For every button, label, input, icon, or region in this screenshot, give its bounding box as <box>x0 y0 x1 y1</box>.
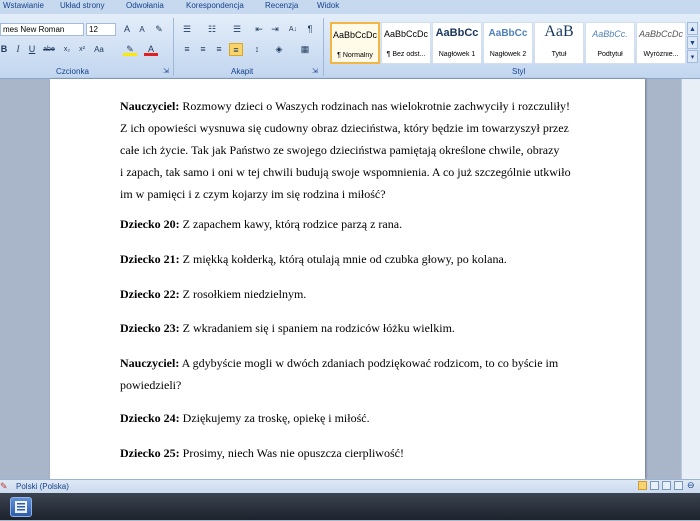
numbering-icon[interactable]: ☷ <box>207 24 217 34</box>
language-indicator[interactable]: Polski (Polska) <box>16 482 69 491</box>
view-print-layout-icon[interactable] <box>638 481 647 490</box>
tab-widok[interactable]: Widok <box>317 1 340 10</box>
shrink-font-button[interactable]: A <box>139 25 145 34</box>
align-center-icon[interactable]: ≡ <box>200 44 206 54</box>
font-color-icon[interactable]: A <box>144 43 158 56</box>
speaker-label: Dziecko 25: <box>120 446 180 460</box>
bullets-icon[interactable]: ☰ <box>182 24 192 34</box>
style-sample: AaB <box>544 23 574 40</box>
style-heading-1[interactable] <box>432 22 482 64</box>
style-subtitle[interactable] <box>585 22 635 64</box>
word-app-icon[interactable] <box>10 497 32 517</box>
ribbon-divider <box>173 18 174 76</box>
paragraph-text: Z ich opowieści wysnuwa się cudowny obraz dzieciństwa, który będzie im towarzyszył przez <box>120 121 569 135</box>
paragraph-text: im w pamięci i z czym kojarzy im się rodzina i miłość? <box>120 187 386 201</box>
style-name: Tytuł <box>551 51 567 58</box>
spelling-check-icon[interactable]: ✎ <box>0 481 8 491</box>
superscript-button[interactable]: x² <box>79 46 85 53</box>
style-sample: AaBbCc <box>488 28 528 39</box>
show-formatting-icon[interactable]: ¶ <box>307 24 313 34</box>
sort-icon[interactable]: A↓ <box>288 26 298 33</box>
decrease-indent-icon[interactable]: ⇤ <box>255 24 263 34</box>
view-outline-icon[interactable] <box>674 481 683 490</box>
style-sample: AaBbCcDc <box>638 29 683 39</box>
font-size-box[interactable]: 12 <box>86 23 116 36</box>
style-sample: AaBbCcDc <box>383 29 428 39</box>
paragraph-line <box>120 248 580 270</box>
align-right-icon[interactable]: ≡ <box>216 44 222 54</box>
font-name-box[interactable]: mes New Roman <box>0 23 84 36</box>
style-name: ¶ Bez odst... <box>386 51 426 58</box>
multilevel-list-icon[interactable]: ☰ <box>232 24 242 34</box>
paragraph-line <box>120 117 580 139</box>
tab-odwolania[interactable]: Odwołania <box>126 1 164 10</box>
paragraph-line <box>120 352 580 374</box>
paragraph-line <box>120 442 580 464</box>
change-case-button[interactable]: Aa <box>94 45 104 54</box>
gallery-up-icon[interactable]: ▲ <box>687 22 698 35</box>
paragraph-dialog-launcher-icon[interactable]: ⇲ <box>312 68 318 75</box>
paragraph-text: Rozmowy dzieci o Waszych rodzinach nas wielokrotnie zachwyciły i rozczuliły! <box>179 99 570 113</box>
speaker-label: Dziecko 24: <box>120 411 180 425</box>
style-sample: AaBbCcDc <box>332 30 377 40</box>
ribbon-tab-bar <box>0 0 700 14</box>
paragraph-text: Dziękujemy za troskę, opiekę i miłość. <box>179 411 370 425</box>
group-label-styles: Styl <box>512 67 526 76</box>
paragraph-text: Z zapachem kawy, którą rodzice parzą z rana. <box>179 217 403 231</box>
style-sample: AaBbCc <box>435 27 479 39</box>
style-title[interactable] <box>534 22 584 64</box>
style-heading-2[interactable] <box>483 22 533 64</box>
paragraph-line <box>120 317 580 339</box>
paragraph-text: całe ich życie. Tak jak Państwo ze swojego dzieciństwa pamiętają określone chwile, obrazy <box>120 143 560 157</box>
strikethrough-button[interactable]: abe <box>43 46 55 53</box>
document-page[interactable] <box>50 79 645 479</box>
paragraph-text: i zapach, tak samo i oni w tej chwili budują swoje wspomnienia. A co już szczególnie utkwiło <box>120 165 571 179</box>
ribbon-divider <box>323 18 324 76</box>
style-name: ¶ Normalny <box>337 52 373 59</box>
taskbar <box>0 493 700 520</box>
paragraph-line <box>120 95 580 117</box>
paragraph-text: Z wkradaniem się i spaniem na rodziców łóżku wielkim. <box>179 321 455 335</box>
gallery-down-icon[interactable]: ▼ <box>687 36 698 49</box>
paragraph-line <box>120 139 580 161</box>
speaker-label: Nauczyciel: <box>120 99 180 113</box>
status-bar <box>0 479 700 494</box>
paragraph-text: powiedzieli? <box>120 378 182 392</box>
tab-wstawianie[interactable]: Wstawianie <box>3 1 44 10</box>
line-spacing-icon[interactable]: ↕ <box>254 44 260 54</box>
align-left-icon[interactable]: ≡ <box>184 44 190 54</box>
justify-icon[interactable]: ≡ <box>229 43 243 56</box>
font-dialog-launcher-icon[interactable]: ⇲ <box>163 68 169 75</box>
tab-uklad-strony[interactable]: Układ strony <box>60 1 105 10</box>
paragraph-text: Z rosołkiem niedzielnym. <box>179 287 307 301</box>
speaker-label: Dziecko 23: <box>120 321 180 335</box>
view-web-layout-icon[interactable] <box>662 481 671 490</box>
gallery-more-icon[interactable]: ▾ <box>687 50 698 63</box>
style-name: Wyróżnie... <box>643 51 679 58</box>
style-name: Nagłówek 1 <box>438 51 476 58</box>
tab-recenzja[interactable]: Recenzja <box>265 1 299 10</box>
paragraph-line <box>120 283 580 305</box>
vertical-scrollbar[interactable] <box>681 79 700 479</box>
paragraph-line <box>120 407 580 429</box>
increase-indent-icon[interactable]: ⇥ <box>271 24 279 34</box>
borders-icon[interactable]: ▦ <box>300 44 310 54</box>
style-no-spacing[interactable] <box>381 22 431 64</box>
paragraph-text: A gdybyście mogli w dwóch zdaniach podziękować rodzicom, to co byście im <box>179 356 559 370</box>
grow-font-button[interactable]: A <box>123 24 130 34</box>
style-emphasis[interactable] <box>636 22 686 64</box>
paragraph-line <box>120 213 580 235</box>
group-label-paragraph: Akapit <box>231 67 254 76</box>
tab-korespondencja[interactable]: Korespondencja <box>186 1 244 10</box>
speaker-label: Dziecko 22: <box>120 287 180 301</box>
paragraph-text: Prosimy, niech Was nie opuszcza cierpliwość! <box>179 446 404 460</box>
style-name: Podtytuł <box>597 51 623 58</box>
style-name: Nagłówek 2 <box>489 51 527 58</box>
underline-button[interactable]: U <box>28 44 36 54</box>
italic-button[interactable]: I <box>16 44 20 54</box>
paragraph-line <box>120 374 580 396</box>
group-label-font: Czcionka <box>56 67 89 76</box>
view-full-screen-icon[interactable] <box>650 481 659 490</box>
bold-button[interactable]: B <box>0 44 8 54</box>
speaker-label: Dziecko 21: <box>120 252 180 266</box>
style-sample: AaBbCc. <box>592 29 628 39</box>
clear-format-icon[interactable]: ✎ <box>155 24 163 34</box>
shading-icon[interactable]: ◈ <box>275 44 283 54</box>
highlight-icon[interactable]: ✎ <box>123 43 137 56</box>
speaker-label: Dziecko 20: <box>120 217 180 231</box>
zoom-out-icon[interactable]: ⊖ <box>687 480 695 490</box>
document-area <box>0 79 700 479</box>
paragraph-line <box>120 183 580 205</box>
speaker-label: Nauczyciel: <box>120 356 180 370</box>
paragraph-line <box>120 161 580 183</box>
style-normal[interactable] <box>330 22 380 64</box>
ribbon <box>0 14 700 79</box>
subscript-button[interactable]: x₂ <box>63 46 71 53</box>
paragraph-text: Z miękką kołderką, którą otulają mnie od czubka głowy, po kolana. <box>179 252 507 266</box>
